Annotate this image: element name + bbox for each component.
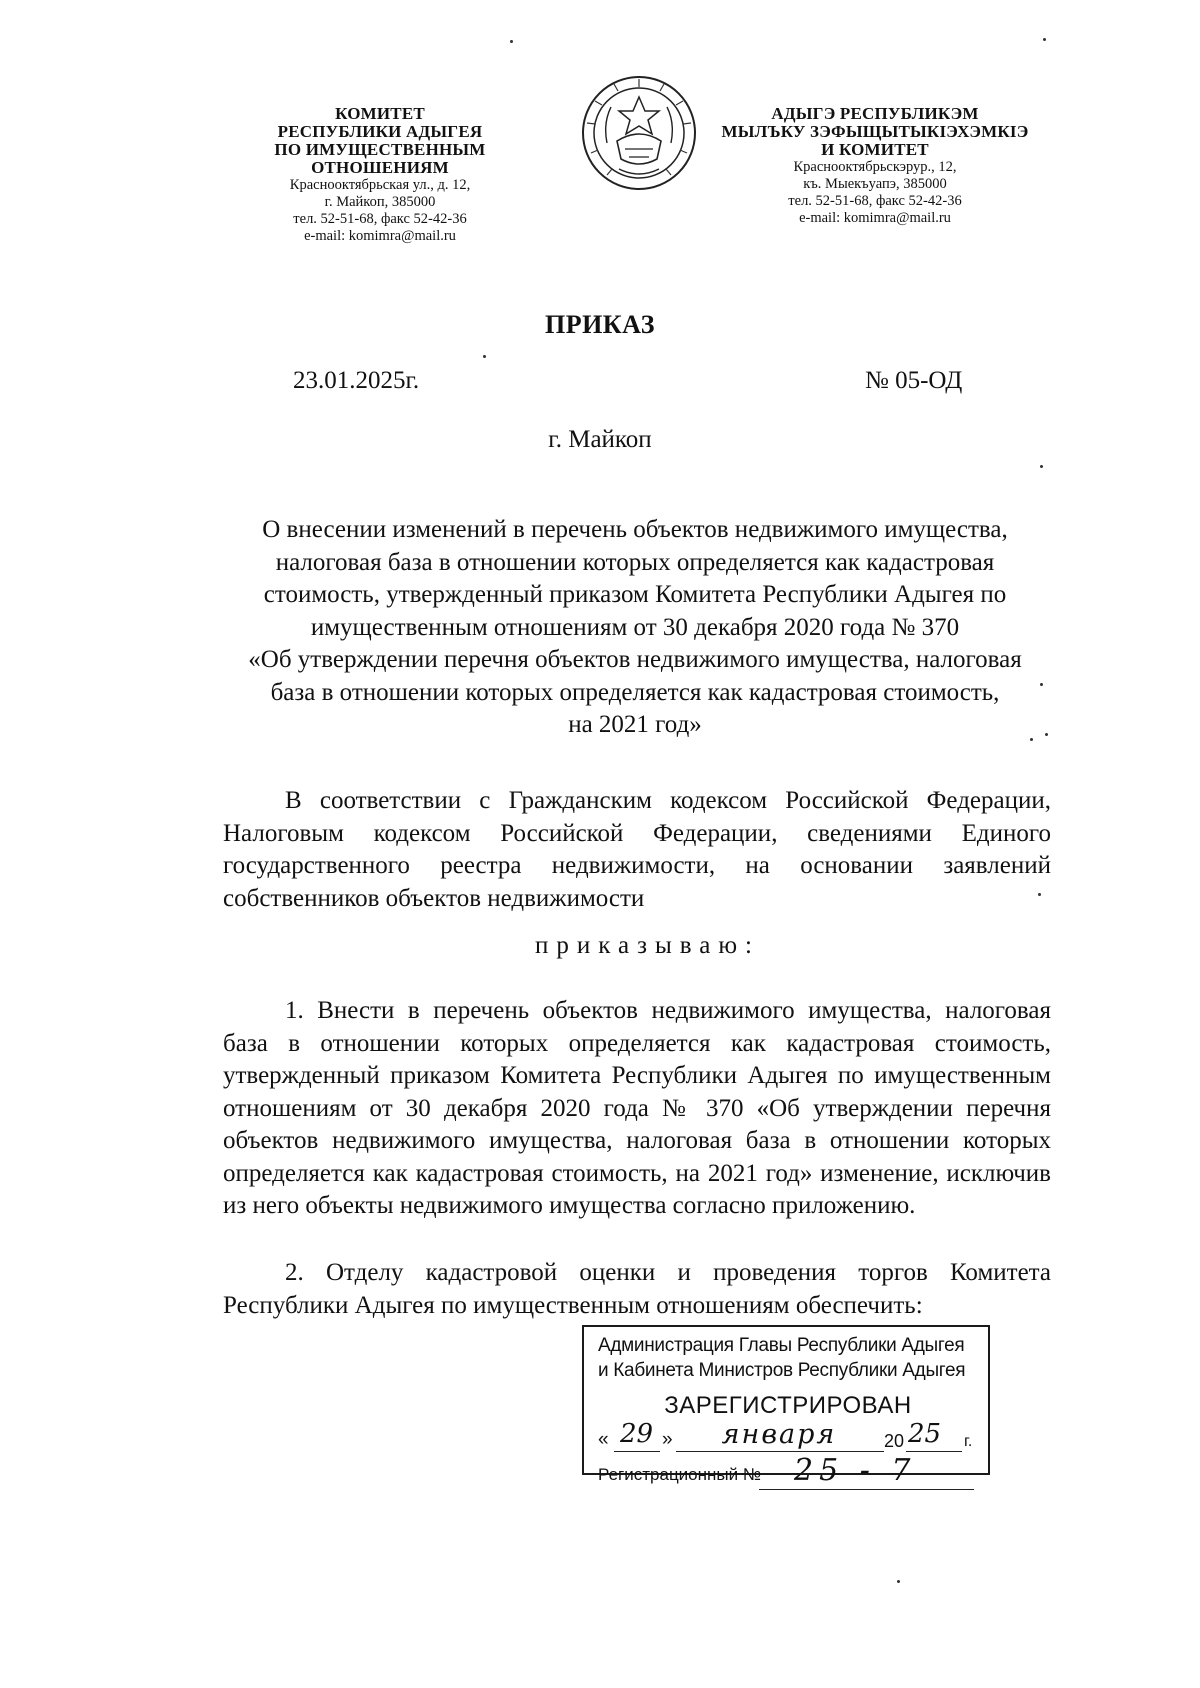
scan-speck	[1030, 738, 1033, 741]
stamp-reg-number: 25 - 7	[794, 1453, 917, 1488]
stamp-year-prefix: 20	[884, 1431, 905, 1451]
scan-speck	[1045, 733, 1048, 736]
scan-speck	[1040, 683, 1043, 686]
scan-speck	[1040, 465, 1043, 468]
document-number: № 05-ОД	[865, 367, 963, 394]
org-email: e-mail: komimra@mail.ru	[304, 228, 456, 244]
document-city: г. Майкоп	[548, 426, 652, 453]
subject-line: база в отношении которых определяется как кадастровая стоимость,	[270, 678, 1000, 706]
org-name-line3: ПО ИМУЩЕСТВЕННЫМ ОТНОШЕНИЯМ	[274, 140, 486, 177]
order-word: приказываю:	[535, 932, 760, 959]
org-name-ady-line2: МЫЛЪКУ ЗЭФЫЩЫТЫКIЭХЭМКIЭ	[721, 122, 1029, 141]
org-name-line2: РЕСПУБЛИКИ АДЫГЕЯ	[277, 122, 483, 141]
subject-line: налоговая база в отношении которых определяется как кадастровая	[275, 548, 995, 576]
org-name-ady-line1: АДЫГЭ РЕСПУБЛИКЭМ	[771, 104, 979, 123]
coat-of-arms-icon	[579, 73, 699, 193]
order-item-1: 1. Внести в перечень объектов недвижимого имущества, налоговая база в отношении которых определяется как кадастровая стоимость, утвержденный приказом Комитета Республики Адыгея по имущественным отношениям от 30 декабря 2020 года № 370 «Об утверждении перечня объектов недвижимого имущества, налоговая база в отношении которых определяется как кадастровая стоимость, на 2021 год» изменение, исключив из него объекты недвижимого имущества согласно приложению.	[223, 997, 1051, 1219]
stamp-month: января	[721, 1419, 837, 1450]
subject-line: «Об утверждении перечня объектов недвижимого имущества, налоговая	[248, 646, 1022, 673]
org-ady-address-street: Краснооктябрьскэрур., 12,	[793, 159, 957, 175]
scan-speck	[897, 1580, 900, 1583]
subject-line: О внесении изменений в перечень объектов недвижимого имущества,	[262, 516, 1008, 543]
scan-speck	[510, 40, 513, 43]
org-address-street: Краснооктябрьская ул., д. 12,	[289, 177, 471, 193]
org-phone: тел. 52-51-68, факс 52-42-36	[293, 211, 467, 227]
org-ady-address-city: къ. Мыекъуапэ, 385000	[803, 176, 947, 192]
scan-speck	[1043, 38, 1046, 41]
preamble-paragraph: В соответствии с Гражданским кодексом Российской Федерации, Налоговым кодексом Российской Федерации, сведениями Единого государственного реестра недвижимости, на основании заявлений собственников объектов недвижимости	[223, 787, 1051, 912]
stamp-month-underline	[676, 1451, 884, 1452]
header-left	[210, 105, 550, 245]
stamp-close-quote: »	[662, 1429, 673, 1450]
org-address-city: г. Майкоп, 385000	[324, 194, 436, 210]
order-item-2: 2. Отделу кадастровой оценки и проведения торгов Комитета Республики Адыгея по имущественным отношениям обеспечить:	[223, 1259, 1051, 1319]
org-ady-email: e-mail: komimra@mail.ru	[799, 210, 951, 226]
org-name-line1: КОМИТЕТ	[335, 104, 425, 123]
stamp-reg-label: Регистрационный №	[598, 1465, 762, 1484]
stamp-year: 25	[908, 1419, 942, 1449]
registration-stamp	[582, 1325, 990, 1488]
document-subject	[220, 514, 1050, 742]
org-name-ady-line3: И КОМИТЕТ	[821, 140, 929, 159]
subject-line: стоимость, утвержденный приказом Комитета Республики Адыгея по	[263, 581, 1007, 608]
header-right	[710, 105, 1040, 227]
document-date: 23.01.2025г.	[293, 367, 420, 394]
stamp-year-suffix: г.	[964, 1433, 973, 1450]
scan-speck	[483, 355, 486, 358]
scan-speck	[1038, 893, 1041, 896]
stamp-registered: ЗАРЕГИСТРИРОВАН	[664, 1392, 912, 1419]
stamp-reg-underline	[759, 1489, 974, 1490]
stamp-day: 29	[619, 1419, 654, 1449]
subject-line: на 2021 год»	[568, 711, 702, 738]
subject-line: имущественным отношениям от 30 декабря 2020 года № 370	[310, 613, 960, 641]
org-ady-phone: тел. 52-51-68, факс 52-42-36	[788, 193, 962, 209]
document-title: ПРИКАЗ	[544, 310, 656, 339]
stamp-day-underline	[614, 1451, 660, 1452]
stamp-authority-line1: Администрация Главы Республики Адыгея	[598, 1335, 965, 1356]
stamp-authority-line2: и Кабинета Министров Республики Адыгея	[598, 1360, 966, 1381]
stamp-year-underline	[906, 1451, 962, 1452]
stamp-open-quote: «	[598, 1429, 609, 1450]
